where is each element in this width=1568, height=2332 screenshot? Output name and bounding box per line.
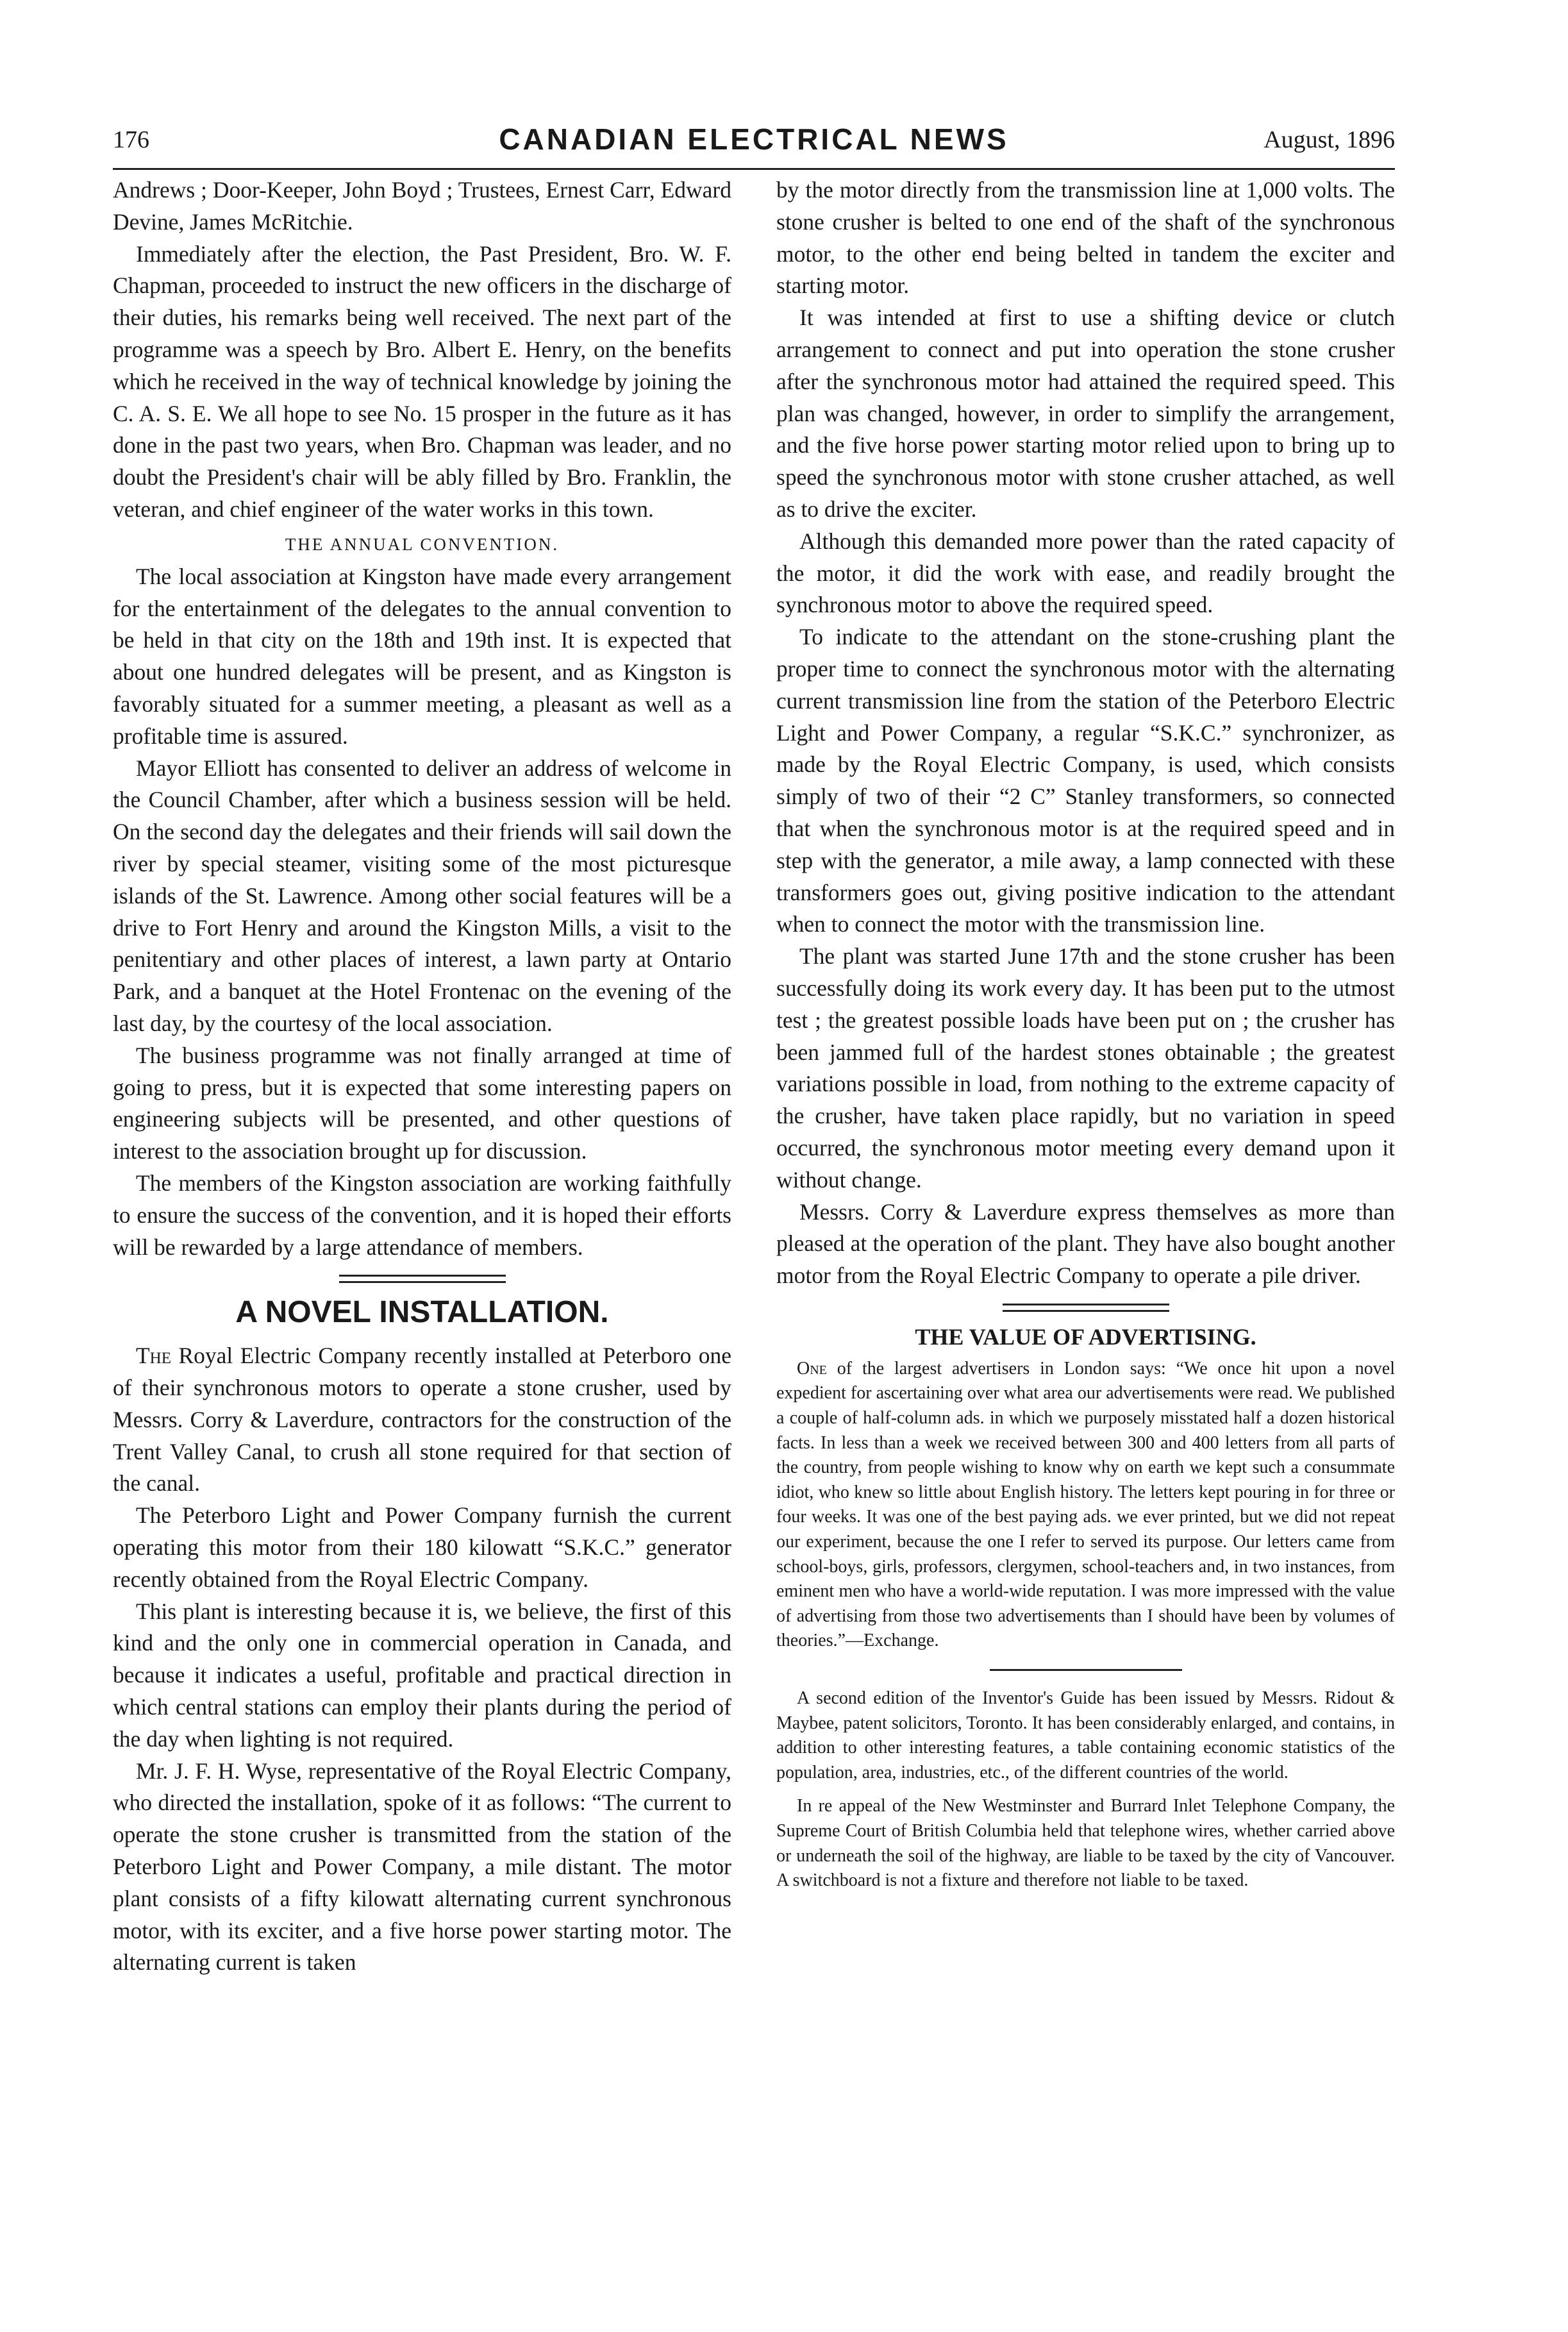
header-rule [113,168,1395,170]
paragraph-text: Royal Electric Company recently installed at Peterboro one of their synchronous motors to operate a stone crusher, used by Messrs. Corry & Laverdure, contractors for the construction of the Trent Valley Canal, to crush all stone required for that section of the canal. [113,1343,732,1497]
paragraph: The plant was started June 17th and the stone crusher has been successfully doing its work every day. It has been put to the utmost test ; the greatest possible loads have been put on ; the crusher has been jammed full of the hardest stones obtainable ; the greatest variations possible in load, from nothing to the extreme capacity of the crusher, have taken place rapidly, but no variation in speed occurred, the synchronous motor meeting every demand upon it without change. [776,943,1395,1193]
paragraph: To indicate to the attendant on the stone-crushing plant the proper time to connect the synchronous motor with the alternating current transmission line from the station of the Peterboro Electric Light and Power Company, a regular “S.K.C.” synchronizer, as made by the Royal Electric Company, is used, which consists simply of two of their “2 C” Stanley transformers, so connected that when the synchronous motor is at the required speed and in step with the generator, a mile away, a lamp connected with these transformers goes out, giving positive indication to the attendant when to connect the motor with the transmission line. [776,624,1395,937]
paragraph: This plant is interesting because it is, we believe, the first of this kind and the only one in commercial operation in Canada, and because it indicates a useful, profitable and practical direction in which central stations can employ their plants during the period of the day when lighting is not required. [113,1598,731,1752]
paragraph: The members of the Kingston association are working faithfully to ensure the success of the convention, and it is hoped their efforts will be rewarded by a large attendance of members. [113,1170,731,1260]
page-header [113,122,1395,162]
double-rule-divider [339,1275,506,1283]
paragraph: The business programme was not finally arranged at time of going to press, but it is expected that some interesting papers on engineering subjects will be presented, and other questions of interest to the association brought up for discussion. [113,1042,731,1164]
paragraph: It was intended at first to use a shifting device or clutch arrangement to connect and put into operation the stone crusher after the synchronous motor had attained the required speed. This plan was changed, however, in order to simplify the arrangement, and the five horse power starting motor relied upon to bring up to speed the synchronous motor with stone crusher attached, as well as to drive the exciter. [776,305,1395,522]
paragraph: The local association at Kingston have made every arrangement for the entertainment of the delegates to the annual convention to be held in that city on the 18th and 19th inst. It is expected that about one hundred delegates will be present, and as Kingston is favorably situated for a summer meeting, a pleasant as well as a profitable time is assured. [113,563,731,749]
paragraph: A second edition of the Inventor's Guide has been issued by Messrs. Ridout & Maybee, patent solicitors, Toronto. It has been considerably enlarged, and contains, in addition to other interesting features, a table containing economic statistics of the population, area, industries, etc., of the different countries of the world. [776,1688,1395,1783]
paragraph-text: of the largest advertisers in London says: “We once hit upon a novel expedient for ascertaining over what area our advertisements were read. We published a couple of half-column ads. in which we purposely misstated half a dozen historical facts. In less than a week we received between 300 and 400 letters from all parts of the country, from people wishing to know why on earth we kept such a consummate idiot, who knew so little about English history. The letters kept pouring in for three or four weeks. It was one of the best paying ads. we ever printed, but we did not repeat our experiment, because the one I refer to served its purpose. Our letters came from school-boys, girls, professors, clergymen, school-teachers and, in two instances, from eminent men who have a world-wide reputation. I was more impressed with the value of advertising from those two advertisements than I should have been by volumes of theories.”—Exchange. [776,1358,1396,1651]
paragraph: Andrews ; Door-Keeper, John Boyd ; Trustees, Ernest Carr, Edward Devine, James McRitchie. [113,177,731,235]
paragraph: Messrs. Corry & Laverdure express themselves as more than pleased at the operation of the plant. They have also bought another motor from the Royal Electric Company to operate a pile driver. [776,1198,1395,1289]
paragraph: In re appeal of the New Westminster and Burrard Inlet Telephone Company, the Supreme Court of British Columbia held that telephone wires, whether carried above or underneath the soil of the highway, are liable to be taxed by the city of Vancouver. A switchboard is not a fixture and therefore not liable to be taxed. [776,1796,1395,1891]
publication-title: CANADIAN ELECTRICAL NEWS [499,122,1009,156]
paragraph: The Peterboro Light and Power Company furnish the current operating this motor from their 180 kilowatt “S.K.C.” generator recently obtained from the Royal Electric Company. [113,1502,731,1592]
installation-title: A NOVEL INSTALLATION. [235,1295,609,1330]
rule-divider [990,1669,1182,1671]
convention-heading: THE ANNUAL CONVENTION. [285,534,560,554]
issue-date: August, 1896 [1264,126,1395,153]
left-column [113,174,731,1979]
paragraph: by the motor directly from the transmission line at 1,000 volts. The stone crusher is belted to one end of the shaft of the synchronous motor, to the other end being belted in tandem the exciter and starting motor. [776,177,1395,299]
double-rule-divider [1003,1304,1169,1312]
paragraph: Although this demanded more power than the rated capacity of the motor, it did the work with ease, and readily brought the synchronous motor to above the required speed. [776,528,1395,618]
paragraph [776,1357,1395,1654]
advertising-article [776,1357,1395,1654]
right-column [776,174,1395,1893]
paragraph [113,1340,731,1500]
paragraph: Mayor Elliott has consented to deliver an address of welcome in the Council Chamber, after which a business session will be held. On the second day the delegates and their friends will sail down the river by special steamer, visiting some of the most picturesque islands of the St. Lawrence. Among other social features will be a drive to Fort Henry and around the Kingston Mills, a visit to the penitentiary and other places of interest, a lawn party at Ontario Park, and a banquet at the Hotel Frontenac on the evening of the last day, by the courtesy of the local association. [113,755,731,1036]
page-number: 176 [113,126,149,153]
paragraph: Immediately after the election, the Past President, Bro. W. F. Chapman, proceeded to instruct the new officers in the discharge of their duties, his remarks being well received. The next part of the programme was a speech by Bro. Albert E. Henry, on the benefits which he received in the way of technical knowledge by joining the C. A. S. E. We all hope to see No. 15 prosper in the future as it has done in the past two years, when Bro. Chapman was leader, and no doubt the President's chair will be ably filled by Bro. Franklin, the veteran, and chief engineer of the water works in this town. [113,240,731,522]
paragraph: Mr. J. F. H. Wyse, representative of the Royal Electric Company, who directed the installation, spoke of it as follows: “The current to operate the stone crusher is transmitted from the station of the Peterboro Light and Power Company, a mile distant. The motor plant consists of a fifty kilowatt alternating current synchronous motor, with its exciter, and a five horse power starting motor. The alternating current is taken [113,1757,731,1975]
lead-word: The [136,1343,172,1369]
advertising-title: THE VALUE OF ADVERTISING. [915,1323,1256,1350]
lead-word: One [797,1358,827,1379]
news-notes [776,1686,1395,1893]
